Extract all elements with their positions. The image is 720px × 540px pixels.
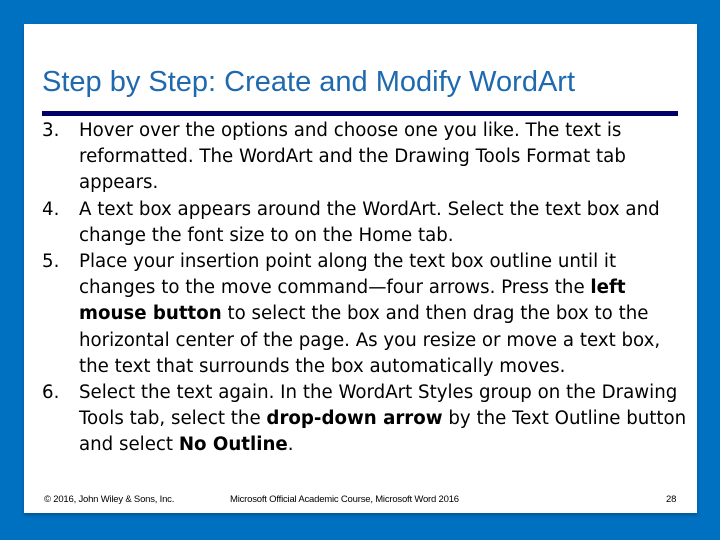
slide-title: Step by Step: Create and Modify WordArt: [42, 66, 576, 98]
step-text: Select the text again. In the WordArt Styles group on the Drawing Tools tab, select the: [79, 382, 678, 430]
step-number: 6.: [42, 382, 60, 404]
step-text: A text box appears around the WordArt. Select the text box and change the font size to on the Home tab.: [79, 198, 660, 246]
step-item: [42, 249, 687, 380]
step-text: Place your insertion point along the text box outline until it changes to the move command—four arrows. Press the: [79, 251, 617, 299]
step-text: by the Text Outline button and select: [79, 408, 687, 456]
footer-copyright: © 2016, John Wiley & Sons, Inc.: [44, 494, 175, 505]
step-text: Hover over the options and choose one you like. The text is reformatted. The WordArt and the Drawing Tools Format tab appears.: [79, 120, 626, 194]
title-underline: [42, 111, 678, 116]
footer-course: Microsoft Official Academic Course, Microsoft Word 2016: [230, 494, 459, 505]
step-bold-text: drop-down arrow: [266, 408, 443, 430]
step-number: 5.: [42, 251, 60, 273]
step-text: to select the box and then drag the box to the horizontal center of the page. As you resize or move a text box, the text that surrounds the box automatically moves.: [79, 303, 661, 377]
step-item: [42, 197, 687, 249]
step-bold-text: left mouse button: [79, 277, 626, 325]
step-number: 3.: [42, 120, 60, 141]
step-item: [42, 380, 687, 459]
step-bold-text: No Outline: [178, 434, 288, 456]
step-number: 4.: [42, 198, 60, 220]
step-text: .: [287, 434, 294, 456]
step-item: [42, 118, 687, 197]
page-number: 28: [666, 494, 677, 505]
steps-list: [42, 118, 687, 459]
